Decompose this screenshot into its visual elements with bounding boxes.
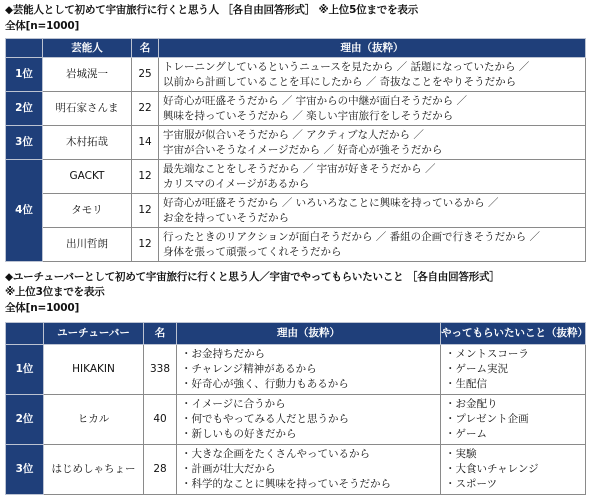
section1-title: ◆芸能人として初めて宇宙旅行に行くと思う人 ［各自由回答形式］ ※上位5位までを表示	[5, 4, 418, 16]
youtuber-name: ヒカル	[44, 395, 144, 445]
wish-line: ・メントスコーラ	[445, 348, 529, 360]
header-blank	[6, 39, 43, 58]
reason-cell	[159, 228, 586, 262]
rank-label: 4位	[6, 160, 43, 262]
reason-line: ・チャレンジ精神があるから	[181, 363, 317, 375]
reason-cell	[159, 92, 586, 126]
reason-line: 好奇心が旺盛そうだから ／ 宇宙からの中継が面白そうだから ／	[163, 94, 468, 107]
reason-line: 最先端なことをしそうだから ／ 宇宙が好きそうだから ／	[163, 162, 436, 175]
wish-line: ・大食いチャレンジ	[445, 463, 539, 475]
table-row	[6, 194, 586, 228]
reason-cell	[177, 395, 441, 445]
header-youtuber: ユーチューバー	[44, 323, 144, 345]
section1-base: 全体[n=1000]	[5, 20, 80, 32]
reason-line: ・何でもやってみる人だと思うから	[181, 413, 349, 425]
mention-count: 25	[132, 58, 159, 92]
section2-title: ◆ユーチューバーとして初めて宇宙旅行に行くと思う人／宇宙でやってもらいたいこと ［各自由回答形式］	[5, 271, 500, 283]
table-row	[6, 395, 586, 445]
reason-line: ・科学的なことに興味を持っていそうだから	[181, 478, 391, 490]
reason-cell	[159, 58, 586, 92]
reason-line: 好奇心が旺盛そうだから ／ いろいろなことに興味を持っているから ／	[163, 196, 499, 209]
youtuber-name: はじめしゃちょー	[44, 445, 144, 495]
reason-line: ・好奇心が強く、行動力もあるから	[181, 378, 349, 390]
rank-label: 2位	[6, 92, 43, 126]
table-row	[6, 160, 586, 194]
wish-line: ・実験	[445, 448, 477, 460]
rank-label: 1位	[6, 58, 43, 92]
header-blank	[6, 323, 44, 345]
rank-label: 3位	[6, 445, 44, 495]
rank-label: 2位	[6, 395, 44, 445]
wish-line: ・ゲーム実況	[445, 363, 508, 375]
celebrity-name: 木村拓哉	[43, 126, 132, 160]
table-row	[6, 58, 586, 92]
mention-count: 22	[132, 92, 159, 126]
reason-line: トレーニングしているというニュースを見たから ／ 話題になっていたから ／	[163, 60, 530, 73]
reason-cell	[159, 160, 586, 194]
reason-line: ・大きな企画をたくさんやっているから	[181, 448, 370, 460]
wish-cell	[441, 395, 586, 445]
header-count: 名	[144, 323, 177, 345]
wish-line: ・お金配り	[445, 398, 498, 410]
header-count: 名	[132, 39, 159, 58]
celebrity-name: GACKT	[43, 160, 132, 194]
rank-label: 1位	[6, 345, 44, 395]
header-reason: 理由（抜粋）	[177, 323, 441, 345]
section2-base: 全体[n=1000]	[5, 302, 80, 314]
celebrity-name: 明石家さんま	[43, 92, 132, 126]
header-celebrity: 芸能人	[43, 39, 132, 58]
table-row	[6, 126, 586, 160]
rank-label: 3位	[6, 126, 43, 160]
table-row	[6, 445, 586, 495]
wish-cell	[441, 445, 586, 495]
reason-line: 宇宙が合いそうなイメージだから ／ 好奇心が強そうだから	[163, 143, 443, 156]
reason-cell	[159, 194, 586, 228]
wish-cell	[441, 345, 586, 395]
reason-line: 行ったときのリアクションが面白そうだから ／ 番組の企画で行きそうだから ／	[163, 230, 540, 243]
reason-cell	[177, 445, 441, 495]
mention-count: 12	[132, 228, 159, 262]
table-row	[6, 345, 586, 395]
reason-line: ・計画が壮大だから	[181, 463, 276, 475]
table-row	[6, 92, 586, 126]
youtuber-name: HIKAKIN	[44, 345, 144, 395]
celebrity-name: タモリ	[43, 194, 132, 228]
mention-count: 338	[144, 345, 177, 395]
reason-line: 興味を持っていそうだから ／ 楽しい宇宙旅行をしそうだから	[163, 109, 454, 122]
mention-count: 12	[132, 160, 159, 194]
wish-line: ・ゲーム	[445, 428, 487, 440]
celebrity-table	[5, 38, 586, 262]
reason-line: ・お金持ちだから	[181, 348, 265, 360]
youtuber-table	[5, 322, 586, 495]
mention-count: 14	[132, 126, 159, 160]
reason-line: お金を持っていそうだから	[163, 211, 289, 224]
reason-cell	[177, 345, 441, 395]
mention-count: 28	[144, 445, 177, 495]
reason-line: ・新しいもの好きだから	[181, 428, 297, 440]
header-reason: 理由（抜粋）	[159, 39, 586, 58]
wish-line: ・プレゼント企画	[445, 413, 529, 425]
table-row	[6, 228, 586, 262]
reason-line: 身体を張って頑張ってくれそうだから	[163, 245, 342, 258]
wish-line: ・スポーツ	[445, 478, 498, 490]
wish-line: ・生配信	[445, 378, 487, 390]
section2-note: ※上位3位までを表示	[5, 286, 105, 298]
header-wish: やってもらいたいこと（抜粋）	[441, 323, 586, 345]
reason-line: 以前から計画していることを耳にしたから ／ 奇抜なことをやりそうだから	[163, 75, 517, 88]
celebrity-name: 出川哲朗	[43, 228, 132, 262]
reason-line: ・イメージに合うから	[181, 398, 286, 410]
mention-count: 12	[132, 194, 159, 228]
reason-cell	[159, 126, 586, 160]
mention-count: 40	[144, 395, 177, 445]
celebrity-name: 岩城滉一	[43, 58, 132, 92]
reason-line: 宇宙服が似合いそうだから ／ アクティブな人だから ／	[163, 128, 424, 141]
reason-line: カリスマのイメージがあるから	[163, 177, 310, 190]
